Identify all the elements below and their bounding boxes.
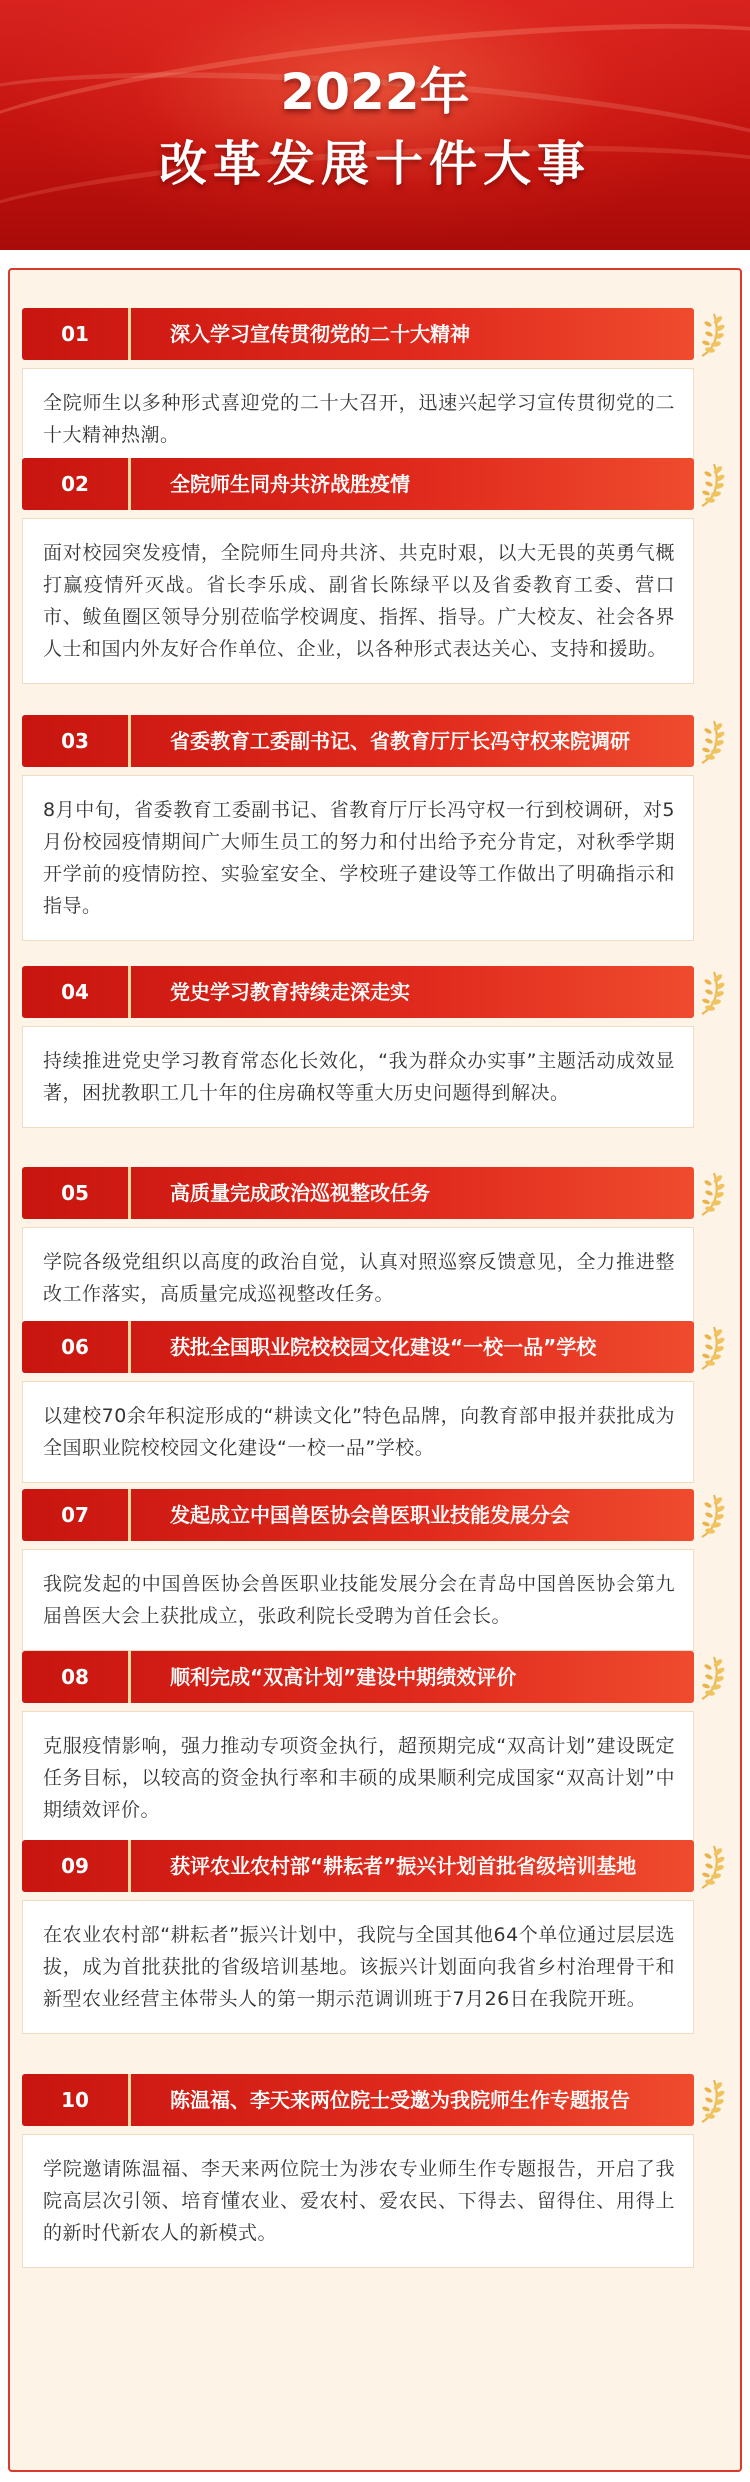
laurel-icon [694,1323,728,1371]
event-number-divider [128,966,131,1018]
event-description: 学院邀请陈温福、李天来两位院士为涉农专业师生作专题报告，开启了我院高层次引领、培育懂农业、爱农村、爱农民、下得去、留得住、用得上的新时代新农人的新模式。 [22,2134,694,2268]
event-title: 陈温福、李天来两位院士受邀为我院师生作专题报告 [170,2088,630,2112]
event-number-divider [128,2074,131,2126]
laurel-icon [694,717,728,765]
event-title: 高质量完成政治巡视整改任务 [170,1181,430,1205]
laurel-icon [694,1169,728,1217]
event-item [22,308,730,470]
event-item [22,715,730,941]
event-item [22,1651,730,1845]
event-item [22,2074,730,2268]
laurel-icon [694,1842,728,1890]
laurel-icon [694,2076,728,2124]
event-number: 07 [61,1503,89,1527]
event-number: 03 [61,729,89,753]
event-number: 02 [61,472,89,496]
event-header [22,308,694,360]
event-description: 学院各级党组织以高度的政治自觉，认真对照巡察反馈意见，全力推进整改工作落实，高质量完成巡视整改任务。 [22,1227,694,1329]
event-description: 克服疫情影响，强力推动专项资金执行，超预期完成“双高计划”建设既定任务目标，以较高的资金执行率和丰硕的成果顺利完成国家“双高计划”中期绩效评价。 [22,1711,694,1845]
event-header [22,1167,694,1219]
event-number-divider [128,1651,131,1703]
event-number: 04 [61,980,89,1004]
event-number-divider [128,1321,131,1373]
event-description: 面对校园突发疫情，全院师生同舟共济、共克时艰，以大无畏的英勇气概打赢疫情歼灭战。省长李乐成、副省长陈绿平以及省委教育工委、营口市、鲅鱼圈区领导分别莅临学校调度、指挥、指导。广大校友、社会各界人士和国内外友好合作单位、企业，以各种形式表达关心、支持和援助。 [22,518,694,684]
header-banner [0,0,750,250]
event-number: 09 [61,1854,89,1878]
event-header [22,1321,694,1373]
event-number: 10 [61,2088,89,2112]
event-description: 我院发起的中国兽医协会兽医职业技能发展分会在青岛中国兽医协会第九届兽医大会上获批成立，张政利院长受聘为首任会长。 [22,1549,694,1651]
laurel-icon [694,968,728,1016]
banner-title: 改革发展十件大事 [158,136,591,192]
event-item [22,1840,730,2034]
event-title: 全院师生同舟共济战胜疫情 [170,472,410,496]
event-item [22,1489,730,1651]
event-description: 在农业农村部“耕耘者”振兴计划中，我院与全国其他64个单位通过层层选拔，成为首批获批的省级培训基地。该振兴计划面向我省乡村治理骨干和新型农业经营主体带头人的第一期示范调训班于7月26日在我院开班。 [22,1900,694,2034]
event-number-divider [128,1167,131,1219]
event-number-divider [128,458,131,510]
event-number: 05 [61,1181,89,1205]
event-header [22,1840,694,1892]
event-title: 顺利完成“双高计划”建设中期绩效评价 [170,1665,517,1689]
event-description: 8月中旬，省委教育工委副书记、省教育厅厅长冯守权一行到校调研，对5月份校园疫情期间广大师生员工的努力和付出给予充分肯定，对秋季学期开学前的疫情防控、实验室安全、学校班子建设等工作做出了明确指示和指导。 [22,775,694,941]
event-title: 获批全国职业院校校园文化建设“一校一品”学校 [170,1335,597,1359]
event-title: 获评农业农村部“耕耘者”振兴计划首批省级培训基地 [170,1854,637,1878]
event-description: 以建校70余年积淀形成的“耕读文化”特色品牌，向教育部申报并获批成为全国职业院校校园文化建设“一校一品”学校。 [22,1381,694,1483]
event-title: 省委教育工委副书记、省教育厅厅长冯守权来院调研 [170,729,630,753]
event-number-divider [128,1489,131,1541]
laurel-icon [694,460,728,508]
laurel-icon [694,1653,728,1701]
event-title: 深入学习宣传贯彻党的二十大精神 [170,322,470,346]
event-number: 01 [61,322,89,346]
event-description: 持续推进党史学习教育常态化长效化，“我为群众办实事”主题活动成效显著，困扰教职工几十年的住房确权等重大历史问题得到解决。 [22,1026,694,1128]
event-number: 08 [61,1665,89,1689]
event-item [22,458,730,684]
event-header [22,1651,694,1703]
event-header [22,458,694,510]
event-title: 党史学习教育持续走深走实 [170,980,410,1004]
event-title: 发起成立中国兽医协会兽医职业技能发展分会 [170,1503,570,1527]
event-header [22,1489,694,1541]
event-number-divider [128,715,131,767]
laurel-icon [694,310,728,358]
event-item [22,1167,730,1329]
event-header [22,966,694,1018]
event-item [22,1321,730,1483]
event-item [22,966,730,1128]
banner-year: 2022年 [280,63,470,121]
event-number-divider [128,1840,131,1892]
event-number-divider [128,308,131,360]
event-number: 06 [61,1335,89,1359]
event-description: 全院师生以多种形式喜迎党的二十大召开，迅速兴起学习宣传贯彻党的二十大精神热潮。 [22,368,694,470]
event-header [22,715,694,767]
laurel-icon [694,1491,728,1539]
event-header [22,2074,694,2126]
